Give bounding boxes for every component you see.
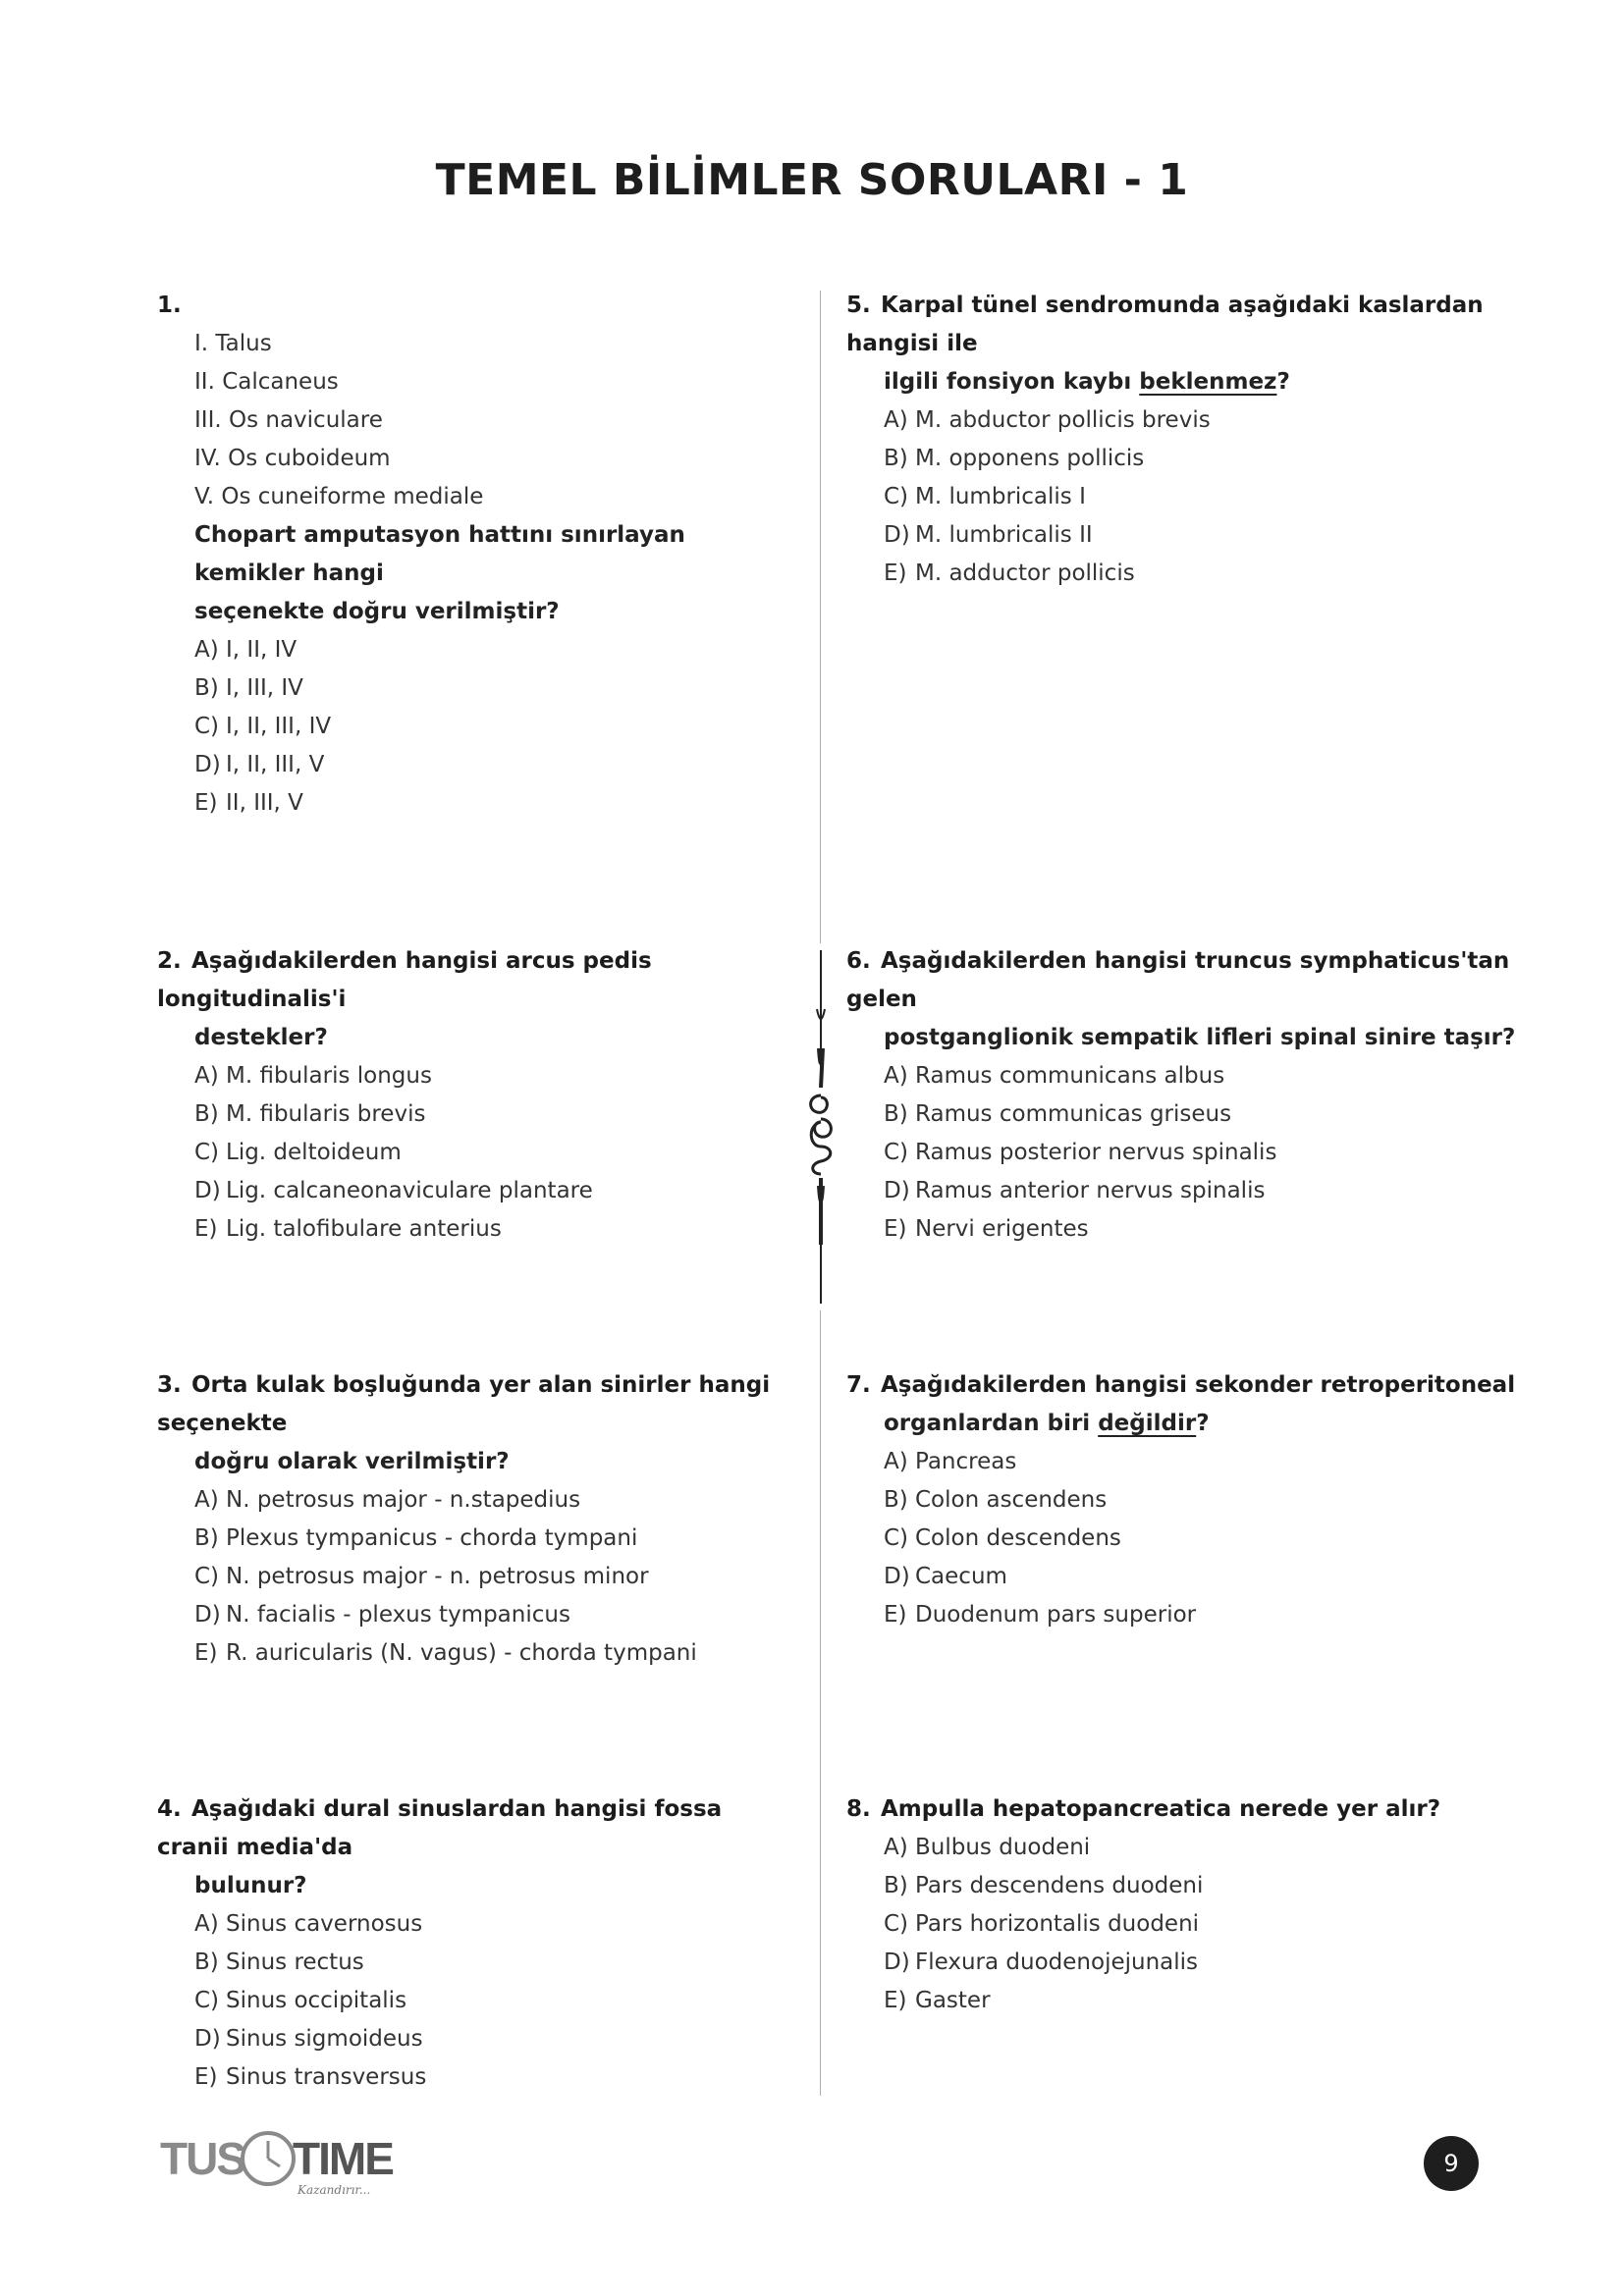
- option-text: Caecum: [915, 1564, 1007, 1589]
- option-letter: C): [194, 1564, 220, 1589]
- question-stem: 5. Karpal tünel sendromunda aşağıdaki kaslardan hangisi ile: [846, 287, 1534, 363]
- option-text: Ramus posterior nervus spinalis: [915, 1140, 1277, 1165]
- option-letter: A): [884, 1449, 908, 1474]
- answer-option-b: [157, 669, 785, 708]
- answer-option-e: [157, 784, 785, 823]
- answer-option-d: [157, 2020, 785, 2058]
- option-letter: A): [884, 1835, 908, 1860]
- option-text: Pars horizontalis duodeni: [915, 1911, 1200, 1937]
- question-number: 1.: [157, 293, 182, 318]
- question-number: 8.: [846, 1796, 871, 1822]
- emphasis-underline: beklenmez: [1139, 369, 1277, 395]
- svg-text:Kazandırır...: Kazandırır...: [298, 2183, 371, 2197]
- option-letter: E): [884, 1602, 907, 1628]
- option-text: I, II, III, IV: [226, 714, 332, 739]
- option-letter: B): [884, 1873, 908, 1898]
- option-text: Gaster: [915, 1988, 991, 2013]
- answer-option-d: [157, 746, 785, 784]
- emphasis-underline: değildir: [1098, 1411, 1197, 1436]
- option-text: Plexus tympanicus - chorda tympani: [226, 1525, 638, 1551]
- answer-option-a: [157, 1905, 785, 1944]
- option-letter: A): [194, 1063, 219, 1089]
- answer-option-e: [846, 1596, 1534, 1634]
- answer-option-b: [846, 1481, 1534, 1520]
- question-number: 7.: [846, 1372, 871, 1398]
- option-letter: C): [884, 1525, 909, 1551]
- option-letter: E): [194, 2064, 218, 2090]
- question-number: 4.: [157, 1796, 182, 1822]
- question-5: [846, 287, 1534, 593]
- divider-ornament: [791, 950, 850, 1304]
- page-title: TEMEL BİLİMLER SORULARI - 1: [435, 155, 1189, 205]
- option-text: N. facialis - plexus tympanicus: [226, 1602, 570, 1628]
- answer-option-b: [846, 1867, 1534, 1905]
- answer-option-b: [846, 1095, 1534, 1134]
- option-text: I, II, III, V: [226, 752, 325, 777]
- answer-option-b: [846, 440, 1534, 478]
- option-text: Ramus communicans albus: [915, 1063, 1225, 1089]
- column-divider-bottom: [820, 1310, 821, 2096]
- option-text: Flexura duodenojejunalis: [915, 1949, 1199, 1975]
- question-3: [157, 1366, 785, 1673]
- option-letter: E): [884, 1216, 907, 1242]
- option-letter: C): [194, 1140, 220, 1165]
- answer-option-d: [157, 1596, 785, 1634]
- answer-option-e: [846, 1210, 1534, 1249]
- question-7: [846, 1366, 1534, 1634]
- answer-option-e: [157, 2058, 785, 2097]
- option-text: M. opponens pollicis: [915, 446, 1145, 471]
- list-item: IV. Os cuboideum: [194, 446, 391, 471]
- option-text: Ramus communicas griseus: [915, 1101, 1232, 1127]
- answer-option-a: [157, 631, 785, 669]
- option-text: Sinus cavernosus: [226, 1911, 423, 1937]
- option-letter: C): [194, 714, 220, 739]
- option-text: M. fibularis longus: [226, 1063, 432, 1089]
- tustime-logo: [160, 2115, 396, 2204]
- answer-option-c: [157, 708, 785, 746]
- question-number: 3.: [157, 1372, 182, 1398]
- option-letter: E): [194, 1640, 218, 1666]
- option-letter: C): [884, 1911, 909, 1937]
- option-text: M. lumbricalis I: [915, 484, 1086, 509]
- option-text: I, III, IV: [226, 675, 303, 701]
- option-letter: D): [194, 752, 221, 777]
- question-stem: ilgili fonsiyon kaybı beklenmez?: [884, 369, 1290, 395]
- option-letter: C): [884, 484, 909, 509]
- option-text: I, II, IV: [226, 637, 298, 663]
- option-text: R. auricularis (N. vagus) - chorda tympani: [226, 1640, 697, 1666]
- option-letter: D): [884, 1949, 910, 1975]
- option-letter: E): [194, 790, 218, 816]
- answer-option-a: [157, 1481, 785, 1520]
- question-stem: organlardan biri değildir?: [884, 1411, 1210, 1436]
- answer-option-d: [157, 1172, 785, 1210]
- option-letter: B): [884, 446, 908, 471]
- answer-option-e: [157, 1210, 785, 1249]
- question-number: 5.: [846, 293, 871, 318]
- list-item: II. Calcaneus: [194, 369, 339, 395]
- option-letter: E): [194, 1216, 218, 1242]
- option-letter: B): [884, 1487, 908, 1513]
- question-stem: 3. Orta kulak boşluğunda yer alan sinirler hangi seçenekte: [157, 1366, 785, 1443]
- answer-option-a: [157, 1057, 785, 1095]
- option-text: Nervi erigentes: [915, 1216, 1089, 1242]
- option-letter: A): [194, 1911, 219, 1937]
- answer-option-e: [846, 1982, 1534, 2020]
- option-text: M. adductor pollicis: [915, 561, 1135, 586]
- option-text: Lig. talofibulare anterius: [226, 1216, 502, 1242]
- option-letter: D): [194, 1178, 221, 1203]
- answer-option-c: [846, 478, 1534, 516]
- question-stem: seçenekte doğru verilmiştir?: [194, 599, 560, 624]
- column-divider-top: [820, 291, 821, 943]
- option-letter: B): [194, 675, 219, 701]
- option-text: Sinus rectus: [226, 1949, 364, 1975]
- question-6: [846, 942, 1534, 1249]
- question-number: 6.: [846, 948, 871, 974]
- option-letter: A): [194, 637, 219, 663]
- option-text: Sinus occipitalis: [226, 1988, 407, 2013]
- option-text: M. fibularis brevis: [226, 1101, 426, 1127]
- answer-option-e: [846, 555, 1534, 593]
- answer-option-b: [157, 1520, 785, 1558]
- option-text: Colon ascendens: [915, 1487, 1108, 1513]
- option-letter: A): [194, 1487, 219, 1513]
- question-stem: 7. Aşağıdakilerden hangisi sekonder retroperitoneal: [846, 1366, 1534, 1405]
- question-stem: 2. Aşağıdakilerden hangisi arcus pedis longitudinalis'i: [157, 942, 785, 1019]
- answer-option-d: [846, 1172, 1534, 1210]
- svg-text:TUS: TUS: [160, 2133, 244, 2184]
- option-text: N. petrosus major - n.stapedius: [226, 1487, 581, 1513]
- question-stem: 4. Aşağıdaki dural sinuslardan hangisi fossa cranii media'da: [157, 1790, 785, 1867]
- option-letter: D): [194, 2026, 221, 2052]
- answer-option-c: [157, 1558, 785, 1596]
- option-letter: D): [194, 1602, 221, 1628]
- question-4: [157, 1790, 785, 2097]
- question-8: [846, 1790, 1534, 2020]
- answer-option-b: [157, 1095, 785, 1134]
- option-text: Lig. calcaneonaviculare plantare: [226, 1178, 593, 1203]
- question-stem: destekler?: [194, 1025, 328, 1050]
- question-number: 2.: [157, 948, 182, 974]
- option-text: Pars descendens duodeni: [915, 1873, 1204, 1898]
- answer-option-c: [157, 1982, 785, 2020]
- svg-text:TIME: TIME: [293, 2133, 393, 2184]
- answer-option-c: [846, 1905, 1534, 1944]
- answer-option-a: [846, 1443, 1534, 1481]
- question-stem: bulunur?: [194, 1873, 307, 1898]
- option-text: Ramus anterior nervus spinalis: [915, 1178, 1266, 1203]
- option-letter: A): [884, 1063, 908, 1089]
- question-1: [157, 287, 785, 823]
- answer-option-b: [157, 1944, 785, 1982]
- option-text: M. lumbricalis II: [915, 522, 1093, 548]
- answer-option-a: [846, 401, 1534, 440]
- option-text: M. abductor pollicis brevis: [915, 407, 1211, 433]
- option-letter: D): [884, 1178, 910, 1203]
- answer-option-c: [846, 1134, 1534, 1172]
- option-text: Bulbus duodeni: [915, 1835, 1091, 1860]
- option-letter: D): [884, 522, 910, 548]
- question-stem: postganglionik sempatik lifleri spinal sinire taşır?: [884, 1025, 1516, 1050]
- answer-option-e: [157, 1634, 785, 1673]
- option-text: Sinus sigmoideus: [226, 2026, 423, 2052]
- option-text: Sinus transversus: [226, 2064, 427, 2090]
- option-text: Lig. deltoideum: [226, 1140, 402, 1165]
- option-text: Pancreas: [915, 1449, 1017, 1474]
- question-2: [157, 942, 785, 1249]
- option-text: N. petrosus major - n. petrosus minor: [226, 1564, 649, 1589]
- answer-option-d: [846, 1558, 1534, 1596]
- option-letter: C): [884, 1140, 909, 1165]
- answer-option-d: [846, 516, 1534, 555]
- option-letter: E): [884, 1988, 907, 2013]
- question-stem: Chopart amputasyon hattını sınırlayan kemikler hangi: [194, 522, 685, 586]
- list-item: V. Os cuneiforme mediale: [194, 484, 484, 509]
- question-stem: 6. Aşağıdakilerden hangisi truncus symphaticus'tan gelen: [846, 942, 1534, 1019]
- option-letter: B): [194, 1525, 219, 1551]
- option-text: Duodenum pars superior: [915, 1602, 1197, 1628]
- answer-option-a: [846, 1057, 1534, 1095]
- question-stem: 8. Ampulla hepatopancreatica nerede yer alır?: [846, 1790, 1534, 1829]
- option-letter: A): [884, 407, 908, 433]
- list-item: I. Talus: [194, 331, 272, 356]
- option-letter: B): [194, 1949, 219, 1975]
- option-letter: D): [884, 1564, 910, 1589]
- answer-option-c: [157, 1134, 785, 1172]
- option-text: II, III, V: [226, 790, 303, 816]
- question-stem: doğru olarak verilmiştir?: [194, 1449, 510, 1474]
- answer-option-a: [846, 1829, 1534, 1867]
- option-text: Colon descendens: [915, 1525, 1121, 1551]
- option-letter: B): [884, 1101, 908, 1127]
- list-item: III. Os naviculare: [194, 407, 383, 433]
- option-letter: C): [194, 1988, 220, 2013]
- answer-option-c: [846, 1520, 1534, 1558]
- option-letter: E): [884, 561, 907, 586]
- page-number-badge: 9: [1424, 2136, 1479, 2191]
- answer-option-d: [846, 1944, 1534, 1982]
- option-letter: B): [194, 1101, 219, 1127]
